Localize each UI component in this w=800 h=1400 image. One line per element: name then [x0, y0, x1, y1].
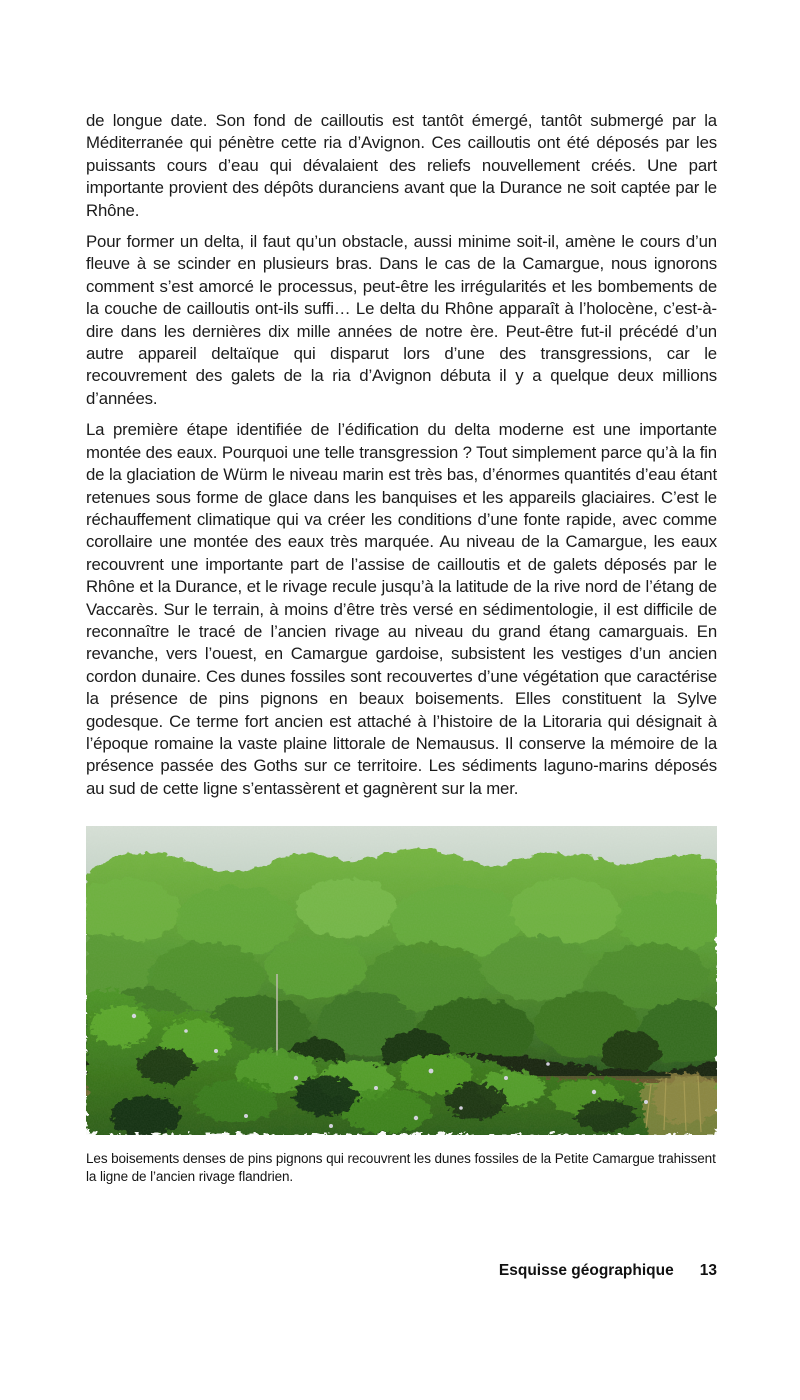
paragraph-1: de longue date. Son fond de cailloutis est tantôt émergé, tantôt submergé par la Méditerranée qui pénètre cette ria d’Avignon. Ces cailloutis ont été déposés par les puissants cours d’eau qui dévalaient des reliefs nouvellement créés. Une part importante provient des dépôts duranciens avant que la Durance ne soit captée par le Rhône. [86, 111, 717, 220]
figure [86, 826, 717, 1186]
pine-forest-photo [86, 826, 717, 1135]
text-column [86, 110, 717, 1186]
photo-grain [86, 826, 717, 1135]
running-title: Esquisse géographique [498, 1262, 674, 1279]
pine-forest-photo-graphic [86, 826, 717, 1135]
figure-caption: Les boisements denses de pins pignons qui recouvrent les dunes fossiles de la Petite Camargue trahissent la ligne de l’ancien rivage flandrien. [86, 1151, 716, 1185]
paragraph-2: Pour former un delta, il faut qu’un obstacle, aussi minime soit-il, amène le cours d’un fleuve à se scinder en plusieurs bras. Dans le cas de la Camargue, nous ignorons comment s’est amorcé le processus, peut-être les irrégularités et les bombements de la couche de cailloutis ont-ils suffi… Le delta du Rhône apparaît à l’holocène, c’est-à-dire dans les dernières dix mille années de notre ère. Peut-être fut-il précédé d’un autre appareil deltaïque qui disparut lors d’une des transgressions, car le recouvrement des galets de la ria d’Avignon débuta il y a quelque deux millions d’années. [86, 232, 717, 408]
page-number: 13 [699, 1262, 717, 1279]
paragraph-3: La première étape identifiée de l’édification du delta moderne est une importante montée des eaux. Pourquoi une telle transgression ? Tout simplement parce qu’à la fin de la glaciation de Würm le niveau marin est très bas, d’énormes quantités d’eau étant retenues sous forme de glace dans les banquises et les appareils glaciaires. C’est le réchauffement climatique qui va créer les conditions d’une fonte rapide, avec comme corollaire une montée des eaux très marquée. Au niveau de la Camargue, les eaux recouvrent une importante part de l’assise de cailloutis et de galets déposés par le Rhône et la Durance, et le rivage recule jusqu’à la latitude de la rive nord de l’étang de Vaccarès. Sur le terrain, à moins d’être très versé en sédimentologie, il est difficile de reconnaître le tracé de l’ancien rivage au niveau du grand étang camarguais. En revanche, vers l’ouest, en Camargue gardoise, subsistent les vestiges d’un ancien cordon dunaire. Ces dunes fossiles sont recouvertes d’une végétation que caractérise la présence de pins pignons en beaux boisements. Elles constituent la Sylve godesque. Ce terme fort ancien est attaché à l’histoire de la Litoraria qui désignait à l’époque romaine la vaste plaine littorale de Nemausus. Il conserve la mémoire de la présence passée des Goths sur ce territoire. Les sédiments laguno-marins déposés au sud de cette ligne s’entassèrent et gagnèrent sur la mer. [86, 420, 717, 798]
page-footer [86, 1262, 717, 1280]
